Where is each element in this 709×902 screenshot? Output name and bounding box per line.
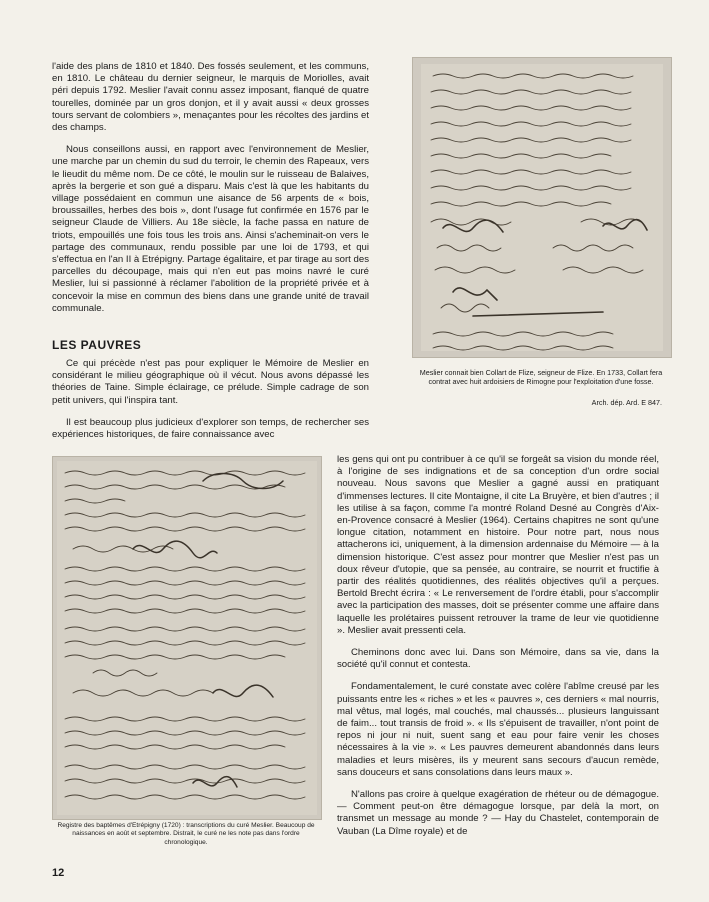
handwriting-register-svg [53,457,321,819]
contract-source: Arch. dép. Ard. E 847. [591,398,662,407]
page-number: 12 [52,867,65,879]
pauvres-paragraph-2: Il est beaucoup plus judicieux d'explorer son temps, de rechercher ses expériences historiques, de faire connaissance avec [52,416,369,441]
main-paragraph-4: N'allons pas croire à quelque exagération de rhéteur ou de démagogue. — Comment peut-on être démagogue lorsque, par delà la mort, on transmet un message au monde ? — Hay du Chastelet, contemporain de Vauban (La Dîme royale) et de [337,789,659,837]
main-text-column [337,454,659,848]
pauvres-text-column [52,358,369,451]
section-heading: LES PAUVRES [52,338,142,352]
intro-paragraph-1: l'aide des plans de 1810 et 1840. Des fossés seulement, et les communs, en 1810. Le château du dernier seigneur, le marquis de Moriolles, avait péri depuis 1792. Meslier l'avait connu assez imposant, flanqué de quatre tourelles, dominée par un gros donjon, et il y avait aussi « deux grosses tours servant de colombiers », menaçantes pour les récoltes des jardins et des champs. [52,61,369,134]
intro-paragraph-2: Nous conseillons aussi, en rapport avec l'environnement de Meslier, une marche par un chemin du sud du terroir, le chemin des Rapeaux, vers le lieudit du même nom. De ce côté, le moulin sur le ruisseau de Balaives, après la bergerie et son gué a disparu. Mais c'est là que les habitants du village possédaient en commun une aisance de 56 arpents de « bois, broussailles, herbes des bois », dont l'usage fut confirmée en 1576 par le seigneur Claude de Villiers. Au 18e siècle, la fache passa en nature de triots, empouillés une fois tous les trois ans. Ainsi s'acheminait-on vers le partage des communaux, rendu possible par une loi de 1793, et qui s'effectua en l'an II à Etrépigny. Partage égalitaire, et par tirage au sort des parcelles du découpage, mais qui n'en eut pas moins navré le curé Meslier, lui si passionné à réclamer l'abolition de la propriété privée et à concevoir la mise en commun des biens dans une grande unité de travail communale. [52,144,369,314]
contract-caption: Meslier connait bien Collart de Flize, seigneur de Flize. En 1733, Collart fera contrat avec huit ardoisiers de Rimogne pour l'exploitation d'une fosse. [419,368,663,386]
register-caption: Registre des baptêmes d'Etrépigny (1720) : transcriptions du curé Meslier. Beaucoup de naissances en août et septembre. Distrait, le curé ne les note pas dans l'ordre chronologique. [57,822,315,846]
pauvres-paragraph-1: Ce qui précède n'est pas pour expliquer le Mémoire de Meslier en considérant le milieu géographique où il vécut. Nous avons dépassé les théories de Taine. Simple éclairage, ce prélude. Simple cadrage de son petit univers, qui l'inspira tant. [52,358,369,406]
manuscript-contract-image [412,57,672,358]
handwriting-contract-svg [413,58,671,357]
main-paragraph-1: les gens qui ont pu contribuer à ce qu'il se forgeât sa vision du monde réel, à l'origine de ses indignations et de sa conception d'un ordre social nouveau. Nous savons que Meslier a gagné aussi en pratiquant d'immenses lectures. Il cite Montaigne, il cite La Bruyère, et bien d'autres ; il les utilise à sa façon, comme l'a montré Roland Desné au Congrès d'Aix-en-Provence consacré à Meslier (1964). Certains chapitres ne sont qu'une longue citation, notamment en histoire. Pour notre part, nous nous attacherons ici, uniquement, à la dimension ardennaise du Mémoire — à la dimension historique. C'est assez pour montrer que Meslier n'est pas un doux rêveur d'utopie, que sa pensée, au contraire, se nourrit et fructifie à partir des réalités quotidiennes, des réalités objectives qu'il a perçues. Bertold Brecht écrira : « Le renversement de l'ordre établi, pour s'accomplir avec la participation des masses, doit se présenter comme une affaire dans laquelle les prolétaires puissent retrouver la trame de leur vie quotidienne ». Meslier avait pressenti cela. [337,454,660,636]
intro-text-column [52,61,369,325]
manuscript-baptism-register-image [52,456,322,820]
main-paragraph-2: Cheminons donc avec lui. Dans son Mémoire, dans sa vie, dans la société qu'il connut et contesta. [337,647,659,671]
main-paragraph-3: Fondamentalement, le curé constate avec colère l'abîme creusé par les puissants entre les « riches » et les « pauvres », ces derniers « mal nourris, mal vêtus, mal logés, mal couchés, mal chaussés... plusieurs languissant de faim... tout transis de froid ». « Ils s'épuisent de travailler, n'ont point de repos ni jour ni nuit, suent sang et eau pour faire venir les choses nécessaires à la vie ». « Les pauvres demeurent abandonnés dans leurs maladies et leurs misères, ils y meurent sans secours d'aucun remède, sans douceurs et sans consolations dans leurs maux ». [337,681,659,778]
